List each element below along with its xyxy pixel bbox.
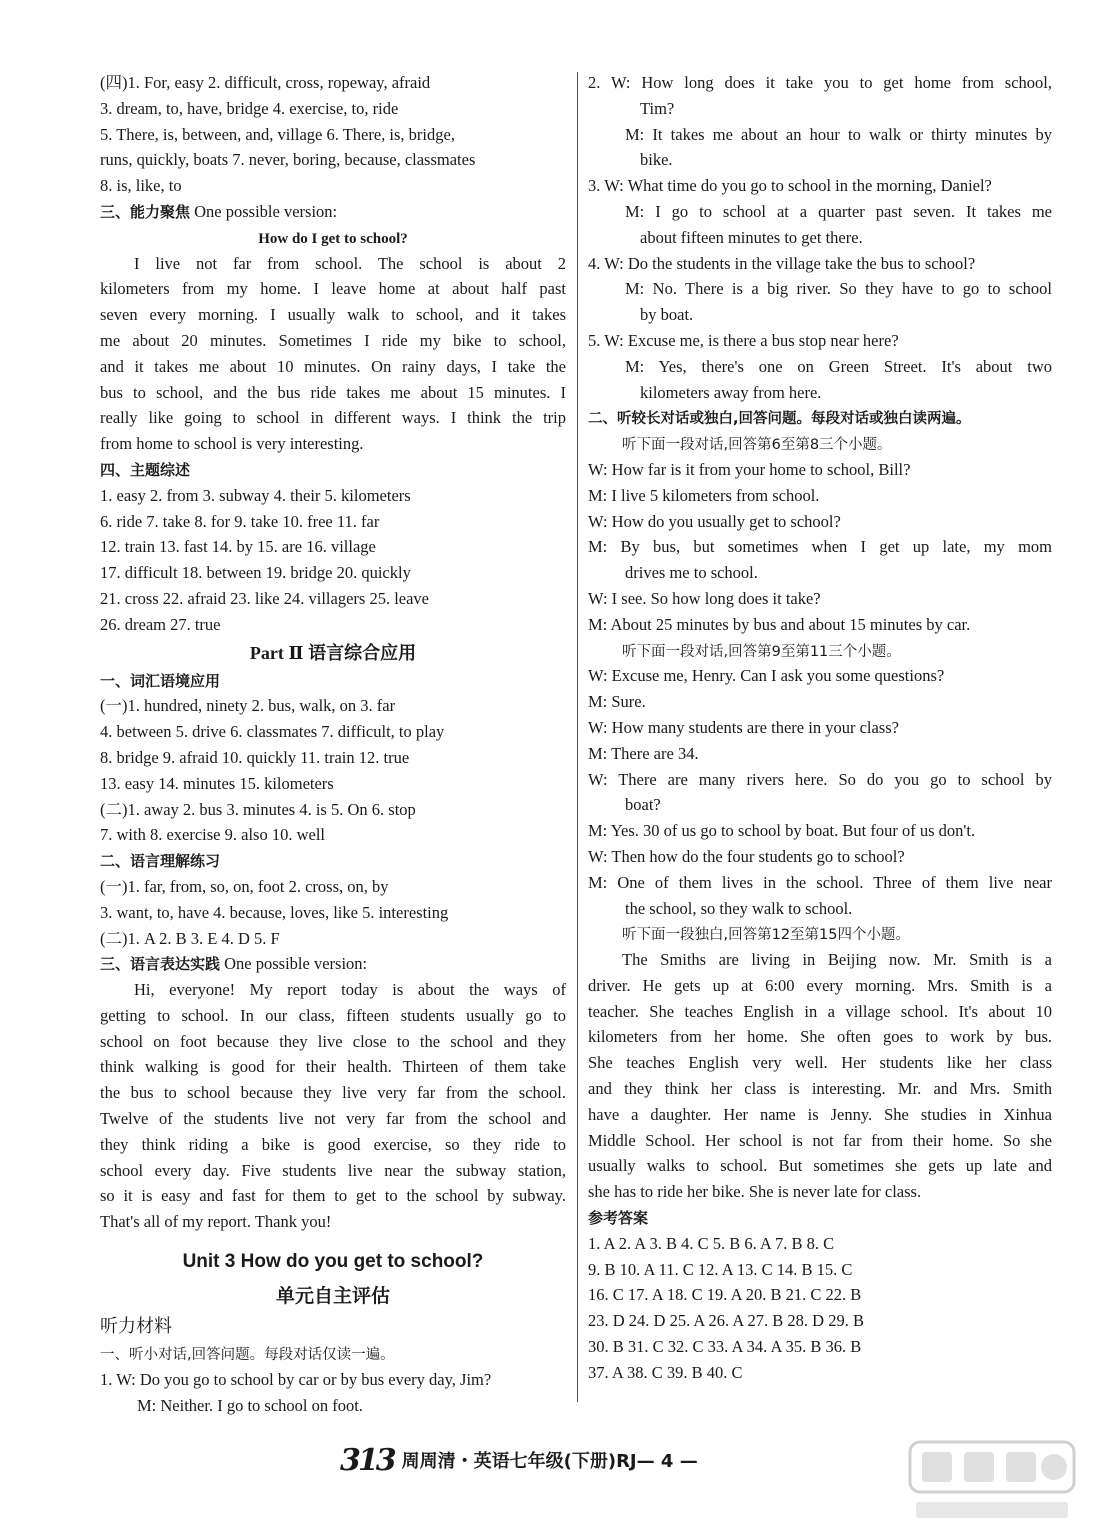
listening-section-2: 二、听较长对话或独白,回答问题。每段对话或独白读两遍。	[588, 411, 971, 428]
part-title: Part Ⅱ 语言综合应用	[249, 642, 417, 663]
section-heading-cihui: 一、词汇语境应用	[100, 671, 221, 690]
answer-line: 1. easy 2. from 3. subway 4. their 5. kilometers	[100, 485, 411, 505]
dialog-line: M: It takes me about an hour to walk or thirty minutes by	[625, 124, 1052, 144]
answer-key-line: 37. A 38. C 39. B 40. C	[588, 1362, 743, 1382]
answer-line: 3. dream, to, have, bridge 4. exercise, to, ride	[100, 98, 399, 118]
report-line: school every day. Five students live near the subway station,	[100, 1160, 566, 1180]
left-column	[100, 70, 566, 1418]
right-column	[588, 70, 1052, 1386]
answer-line: 8. is, like, to	[100, 176, 182, 196]
monologue-line: and they think her class is interesting. Mr. and Mrs. Smith	[588, 1079, 1052, 1099]
dialog-line: Tim?	[640, 98, 675, 118]
section-cihui-answers	[100, 693, 566, 848]
answer-key-line: 16. C 17. A 18. C 19. A 20. B 21. C 22. B	[588, 1285, 862, 1305]
section-lijie-answers	[100, 874, 566, 951]
conversation-line: M: Yes. 30 of us go to school by boat. But four of us don't.	[588, 821, 976, 841]
section-heading-lijie: 二、语言理解练习	[100, 852, 221, 871]
dialog-1-man: M: Neither. I go to school on foot.	[137, 1395, 363, 1415]
answer-line: (二)1. away 2. bus 3. minutes 4. is 5. On 6. stop	[100, 799, 416, 819]
monologue-line: kilometers from her home. She often goes to work by bus.	[588, 1027, 1052, 1047]
conversation-line: W: I see. So how long does it take?	[588, 588, 821, 608]
unit-subtitle: 单元自主评估	[275, 1285, 390, 1308]
conversation-line: M: About 25 minutes by bus and about 15 minutes by car.	[588, 614, 971, 634]
dialog-line: about fifteen minutes to get there.	[640, 227, 863, 247]
monologue-line: The Smiths are living in Beijing now. Mr. Smith is a	[622, 950, 1052, 970]
answer-key-heading: 参考答案	[588, 1209, 649, 1228]
answer-line: (四)1. For, easy 2. difficult, cross, ropeway, afraid	[100, 73, 431, 92]
dialog-line: 2. W: How long does it take you to get home from school,	[588, 73, 1052, 92]
report-line: Hi, everyone! My report today is about the ways of	[134, 980, 566, 1000]
conversation-line: W: How many students are there in your class?	[588, 717, 899, 737]
conversation-line: M: By bus, but sometimes when I get up late, my mom	[588, 537, 1052, 557]
answer-line: 13. easy 14. minutes 15. kilometers	[100, 773, 334, 793]
listening-title: 听力材料	[100, 1316, 172, 1338]
answer-key-line: 9. B 10. A 11. C 12. A 13. C 14. B 15. C	[588, 1259, 853, 1279]
dialog-line: M: No. There is a big river. So they have to go to school	[625, 279, 1052, 299]
dialog-line: bike.	[640, 150, 673, 170]
dialog-line: kilometers away from here.	[640, 382, 822, 402]
conversation-line: W: How far is it from your home to school, Bill?	[588, 459, 911, 479]
answer-line: 3. want, to, have 4. because, loves, like 5. interesting	[100, 902, 449, 922]
monologue-line: She teaches English very well. Her students like her class	[588, 1053, 1052, 1073]
report-line: school on foot because they live close to the school and they	[100, 1031, 566, 1051]
essay-line: from home to school is very interesting.	[100, 434, 364, 454]
answer-key-line: 30. B 31. C 32. C 33. A 34. A 35. B 36. B	[588, 1337, 862, 1357]
conversation-line: M: There are 34.	[588, 743, 699, 763]
answer-key-line: 23. D 24. D 25. A 26. A 27. B 28. D 29. B	[588, 1311, 864, 1331]
short-dialogs	[588, 70, 1052, 405]
report-body	[100, 977, 566, 1235]
brand-logo: 313	[340, 1442, 394, 1478]
conversation-line: W: There are many rivers here. So do you go to school by	[588, 769, 1052, 789]
section-heading-nengli: 三、能力聚焦	[100, 202, 191, 221]
essay-title: How do I get to school?	[258, 230, 408, 247]
answer-line: (一)1. hundred, ninety 2. bus, walk, on 3. far	[100, 696, 396, 716]
dialog-line: 5. W: Excuse me, is there a bus stop near here?	[588, 330, 899, 350]
dialog-line: by boat.	[640, 305, 694, 325]
conversation-line: W: Excuse me, Henry. Can I ask you some questions?	[588, 666, 945, 686]
monologue-line: teacher. She teaches English in a village school. It's about 10	[588, 1001, 1052, 1021]
report-line: That's all of my report. Thank you!	[100, 1212, 332, 1232]
conversation-line: boat?	[625, 795, 661, 815]
footer-text: 周周清・英语七年级(下册)RJ— 4 —	[401, 1451, 698, 1472]
answer-line: 21. cross 22. afraid 23. like 24. villagers 25. leave	[100, 588, 429, 608]
section-zhuti-answers	[100, 483, 566, 638]
essay-line: bus to school, and the bus ride takes me about 15 minutes. I	[100, 382, 566, 402]
answer-key	[588, 1231, 1052, 1386]
monologue-line: Middle School. Her school is not far from their home. So she	[588, 1130, 1052, 1150]
essay-body	[100, 251, 566, 457]
answer-line: (一)1. far, from, so, on, foot 2. cross, on, by	[100, 876, 389, 896]
conversation-line: M: Sure.	[588, 692, 646, 712]
report-line: they think riding a bike is good exercise, so they ride to	[100, 1134, 566, 1154]
answer-line: 17. difficult 18. between 19. bridge 20. quickly	[100, 563, 411, 583]
answer-line: 26. dream 27. true	[100, 614, 221, 634]
essay-line: really like going to school in different ways. I think the trip	[100, 408, 566, 428]
answer-line: 6. ride 7. take 8. for 9. take 10. free 11. far	[100, 511, 380, 531]
monologue-instruction: 听下面一段独白,回答第12至第15四个小题。	[622, 927, 911, 944]
report-line: think walking is good for their health. Thirteen of them take	[100, 1057, 566, 1077]
essay-line: and it takes me about 10 minutes. On rainy days, I take the	[100, 356, 566, 376]
conversation-line: W: How do you usually get to school?	[588, 511, 841, 531]
conversation-line: M: One of them lives in the school. Three of them live near	[588, 872, 1052, 892]
answer-line: 8. bridge 9. afraid 10. quickly 11. train 12. true	[100, 747, 410, 767]
report-line: getting to school. In our class, fifteen students usually go to	[100, 1005, 566, 1025]
conversation-1-instruction: 听下面一段对话,回答第6至第8三个小题。	[622, 437, 892, 454]
dialog-line: 3. W: What time do you go to school in the morning, Daniel?	[588, 176, 992, 196]
section-si-answers	[100, 70, 566, 199]
monologue-line: driver. He gets up at 6:00 every morning. Mrs. Smith is a	[588, 975, 1052, 995]
answer-line: 5. There, is, between, and, village 6. There, is, bridge,	[100, 124, 455, 144]
conversation-2	[588, 663, 1052, 921]
listening-section-1: 一、听小对话,回答问题。每段对话仅读一遍。	[100, 1347, 395, 1364]
conversation-line: M: I live 5 kilometers from school.	[588, 485, 820, 505]
monologue-line: she has to ride her bike. She is never late for class.	[588, 1182, 922, 1202]
section-heading-biaoda: 三、语言表达实践	[100, 955, 221, 974]
report-line: the bus to school because they live very far from the school.	[100, 1083, 566, 1103]
dialog-line: M: Yes, there's one on Green Street. It's about two	[625, 356, 1052, 376]
column-divider	[577, 72, 578, 1402]
answer-key-line: 1. A 2. A 3. B 4. C 5. B 6. A 7. B 8. C	[588, 1233, 835, 1253]
version-note: One possible version:	[220, 954, 368, 974]
conversation-2-instruction: 听下面一段对话,回答第9至第11三个小题。	[622, 643, 901, 660]
answer-line: runs, quickly, boats 7. never, boring, because, classmates	[100, 150, 476, 170]
conversation-1	[588, 457, 1052, 638]
answer-line: 7. with 8. exercise 9. also 10. well	[100, 825, 325, 845]
report-line: Twelve of the students live not very far from the school and	[100, 1109, 566, 1129]
version-note: One possible version:	[190, 201, 338, 221]
report-line: so it is easy and fast for them to get to the school by subway.	[100, 1186, 566, 1206]
dialog-1-woman: 1. W: Do you go to school by car or by bus every day, Jim?	[100, 1369, 492, 1389]
conversation-line: the school, so they walk to school.	[625, 898, 853, 918]
conversation-line: W: Then how do the four students go to school?	[588, 846, 905, 866]
essay-line: kilometers from my home. I leave home at about half past	[100, 279, 566, 299]
essay-line: me about 20 minutes. Sometimes I ride my bike to school,	[100, 330, 566, 350]
monologue-line: have a daughter. Her name is Jenny. She studies in Xinhua	[588, 1104, 1052, 1124]
unit-title: Unit 3 How do you get to school?	[182, 1251, 484, 1273]
answer-line: (二)1. A 2. B 3. E 4. D 5. F	[100, 928, 280, 948]
answer-line: 12. train 13. fast 14. by 15. are 16. village	[100, 537, 376, 557]
monologue-line: usually walks to school. But sometimes she gets up late and	[588, 1156, 1052, 1176]
dialog-line: M: I go to school at a quarter past seven. It takes me	[625, 201, 1052, 221]
conversation-line: drives me to school.	[625, 563, 758, 583]
watermark-logo	[902, 1436, 1082, 1528]
dialog-line: 4. W: Do the students in the village take the bus to school?	[588, 253, 976, 273]
answer-line: 4. between 5. drive 6. classmates 7. difficult, to play	[100, 722, 445, 742]
essay-line: I live not far from school. The school is about 2	[134, 253, 566, 273]
page-footer	[340, 1440, 698, 1480]
essay-line: seven every morning. I usually walk to school, and it takes	[100, 305, 566, 325]
monologue-body	[588, 947, 1052, 1205]
section-heading-zhuti: 四、主题综述	[100, 460, 191, 479]
